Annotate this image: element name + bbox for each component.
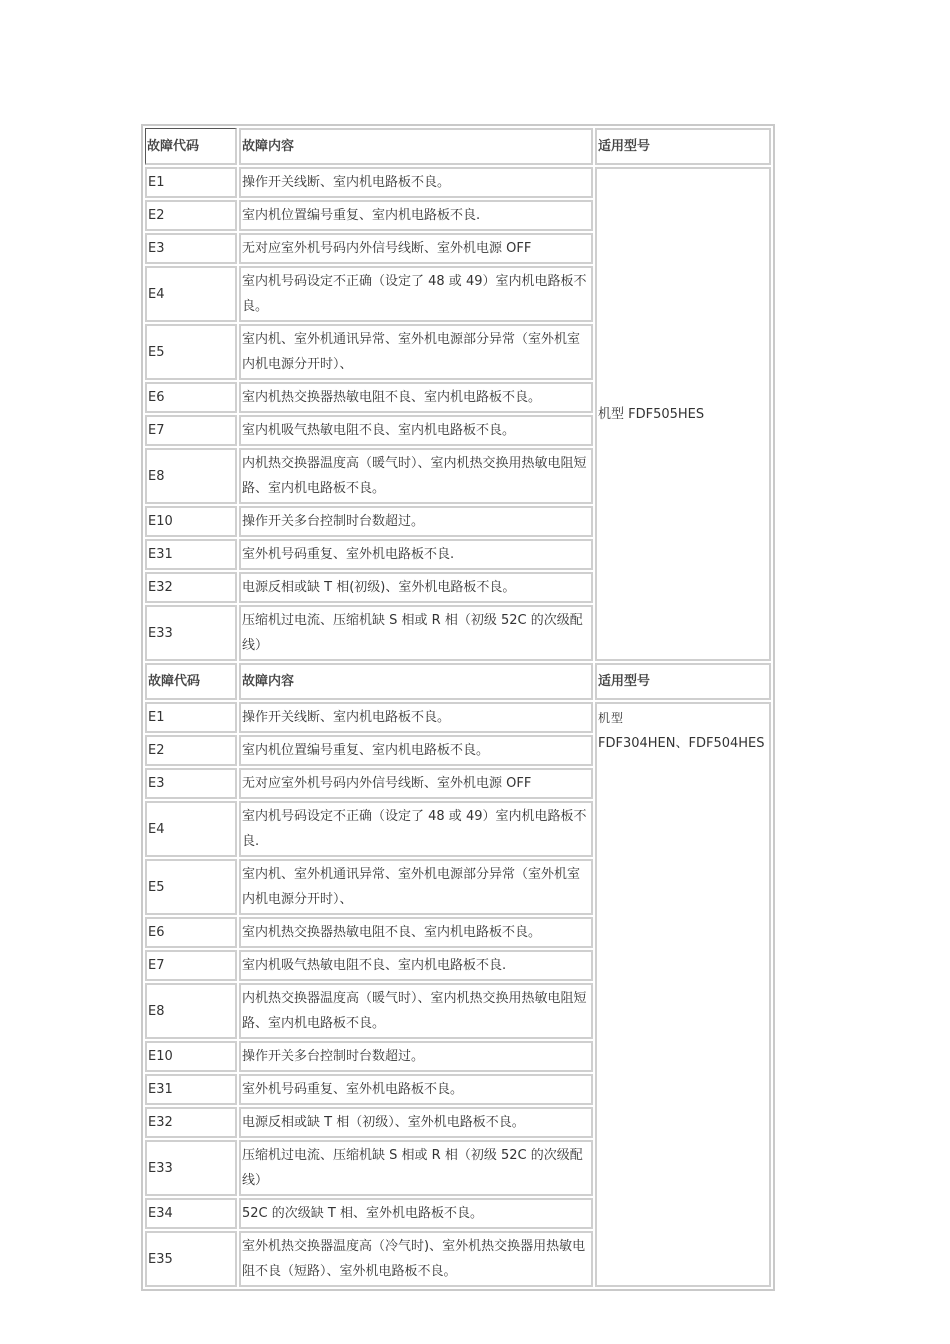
fault-content: 压缩机过电流、压缩机缺 S 相或 R 相（初级 52C 的次级配线） (239, 1140, 593, 1196)
fault-content: 52C 的次级缺 T 相、室外机电路板不良。 (239, 1198, 593, 1229)
fault-code: E31 (145, 1074, 237, 1105)
fault-code: E4 (145, 801, 237, 857)
fault-content: 室内机号码设定不正确（设定了 48 或 49）室内机电路板不良. (239, 801, 593, 857)
table-header-row (145, 663, 771, 700)
fault-code-table (141, 124, 775, 1291)
applicable-model-2 (595, 702, 771, 1287)
fault-code: E31 (145, 539, 237, 570)
fault-code: E2 (145, 200, 237, 231)
fault-content: 室外机热交换器温度高（冷气时)、室外机热交换器用热敏电阻不良（短路）、室外机电路板不良。 (239, 1231, 593, 1287)
fault-code: E1 (145, 167, 237, 198)
model-label: 机型 (598, 711, 625, 725)
fault-content: 室内机吸气热敏电阻不良、室内机电路板不良. (239, 950, 593, 981)
fault-content: 电源反相或缺 T 相（初级）、室外机电路板不良。 (239, 1107, 593, 1138)
fault-content: 室内机吸气热敏电阻不良、室内机电路板不良。 (239, 415, 593, 446)
fault-code: E4 (145, 266, 237, 322)
fault-content: 电源反相或缺 T 相(初级)、室外机电路板不良。 (239, 572, 593, 603)
fault-code: E35 (145, 1231, 237, 1287)
header-fault-content: 故障内容 (239, 128, 593, 165)
table-row (145, 167, 771, 198)
fault-code: E5 (145, 859, 237, 915)
header-fault-code: 故障代码 (145, 128, 237, 165)
fault-content: 室内机热交换器热敏电阻不良、室内机电路板不良。 (239, 382, 593, 413)
fault-content: 操作开关线断、室内机电路板不良。 (239, 702, 593, 733)
fault-code: E1 (145, 702, 237, 733)
fault-code-table-body (145, 128, 771, 1287)
fault-content: 内机热交换器温度高（暖气时）、室内机热交换用热敏电阻短路、室内机电路板不良。 (239, 983, 593, 1039)
header-fault-content: 故障内容 (239, 663, 593, 700)
fault-code: E3 (145, 768, 237, 799)
fault-content: 无对应室外机号码内外信号线断、室外机电源 OFF (239, 233, 593, 264)
fault-code: E34 (145, 1198, 237, 1229)
fault-content: 室内机、室外机通讯异常、室外机电源部分异常（室外机室内机电源分开时）、 (239, 859, 593, 915)
fault-code: E10 (145, 1041, 237, 1072)
fault-code: E6 (145, 382, 237, 413)
fault-content: 无对应室外机号码内外信号线断、室外机电源 OFF (239, 768, 593, 799)
fault-code: E3 (145, 233, 237, 264)
fault-code: E2 (145, 735, 237, 766)
fault-code: E33 (145, 1140, 237, 1196)
fault-content: 室外机号码重复、室外机电路板不良。 (239, 1074, 593, 1105)
fault-code: E32 (145, 1107, 237, 1138)
fault-content: 室内机、室外机通讯异常、室外机电源部分异常（室外机室内机电源分开时）、 (239, 324, 593, 380)
fault-content: 室内机位置编号重复、室内机电路板不良。 (239, 735, 593, 766)
header-applicable-model: 适用型号 (595, 663, 771, 700)
applicable-model-1: 机型 FDF505HES (595, 167, 771, 661)
fault-content: 压缩机过电流、压缩机缺 S 相或 R 相（初级 52C 的次级配线） (239, 605, 593, 661)
fault-code: E6 (145, 917, 237, 948)
table-row (145, 702, 771, 733)
table-header-row (145, 128, 771, 165)
model-names: FDF304HEN、FDF504HES (598, 736, 765, 751)
fault-code: E8 (145, 983, 237, 1039)
fault-code: E32 (145, 572, 237, 603)
fault-code: E33 (145, 605, 237, 661)
fault-code: E8 (145, 448, 237, 504)
fault-content: 内机热交换器温度高（暖气时）、室内机热交换用热敏电阻短路、室内机电路板不良。 (239, 448, 593, 504)
fault-content: 室外机号码重复、室外机电路板不良. (239, 539, 593, 570)
fault-content: 室内机位置编号重复、室内机电路板不良. (239, 200, 593, 231)
fault-code: E10 (145, 506, 237, 537)
fault-code: E7 (145, 415, 237, 446)
header-fault-code: 故障代码 (145, 663, 237, 700)
fault-content: 操作开关线断、室内机电路板不良。 (239, 167, 593, 198)
header-applicable-model: 适用型号 (595, 128, 771, 165)
fault-content: 室内机热交换器热敏电阻不良、室内机电路板不良。 (239, 917, 593, 948)
fault-code: E7 (145, 950, 237, 981)
fault-code: E5 (145, 324, 237, 380)
fault-content: 操作开关多台控制时台数超过。 (239, 506, 593, 537)
fault-content: 室内机号码设定不正确（设定了 48 或 49）室内机电路板不良。 (239, 266, 593, 322)
fault-content: 操作开关多台控制时台数超过。 (239, 1041, 593, 1072)
